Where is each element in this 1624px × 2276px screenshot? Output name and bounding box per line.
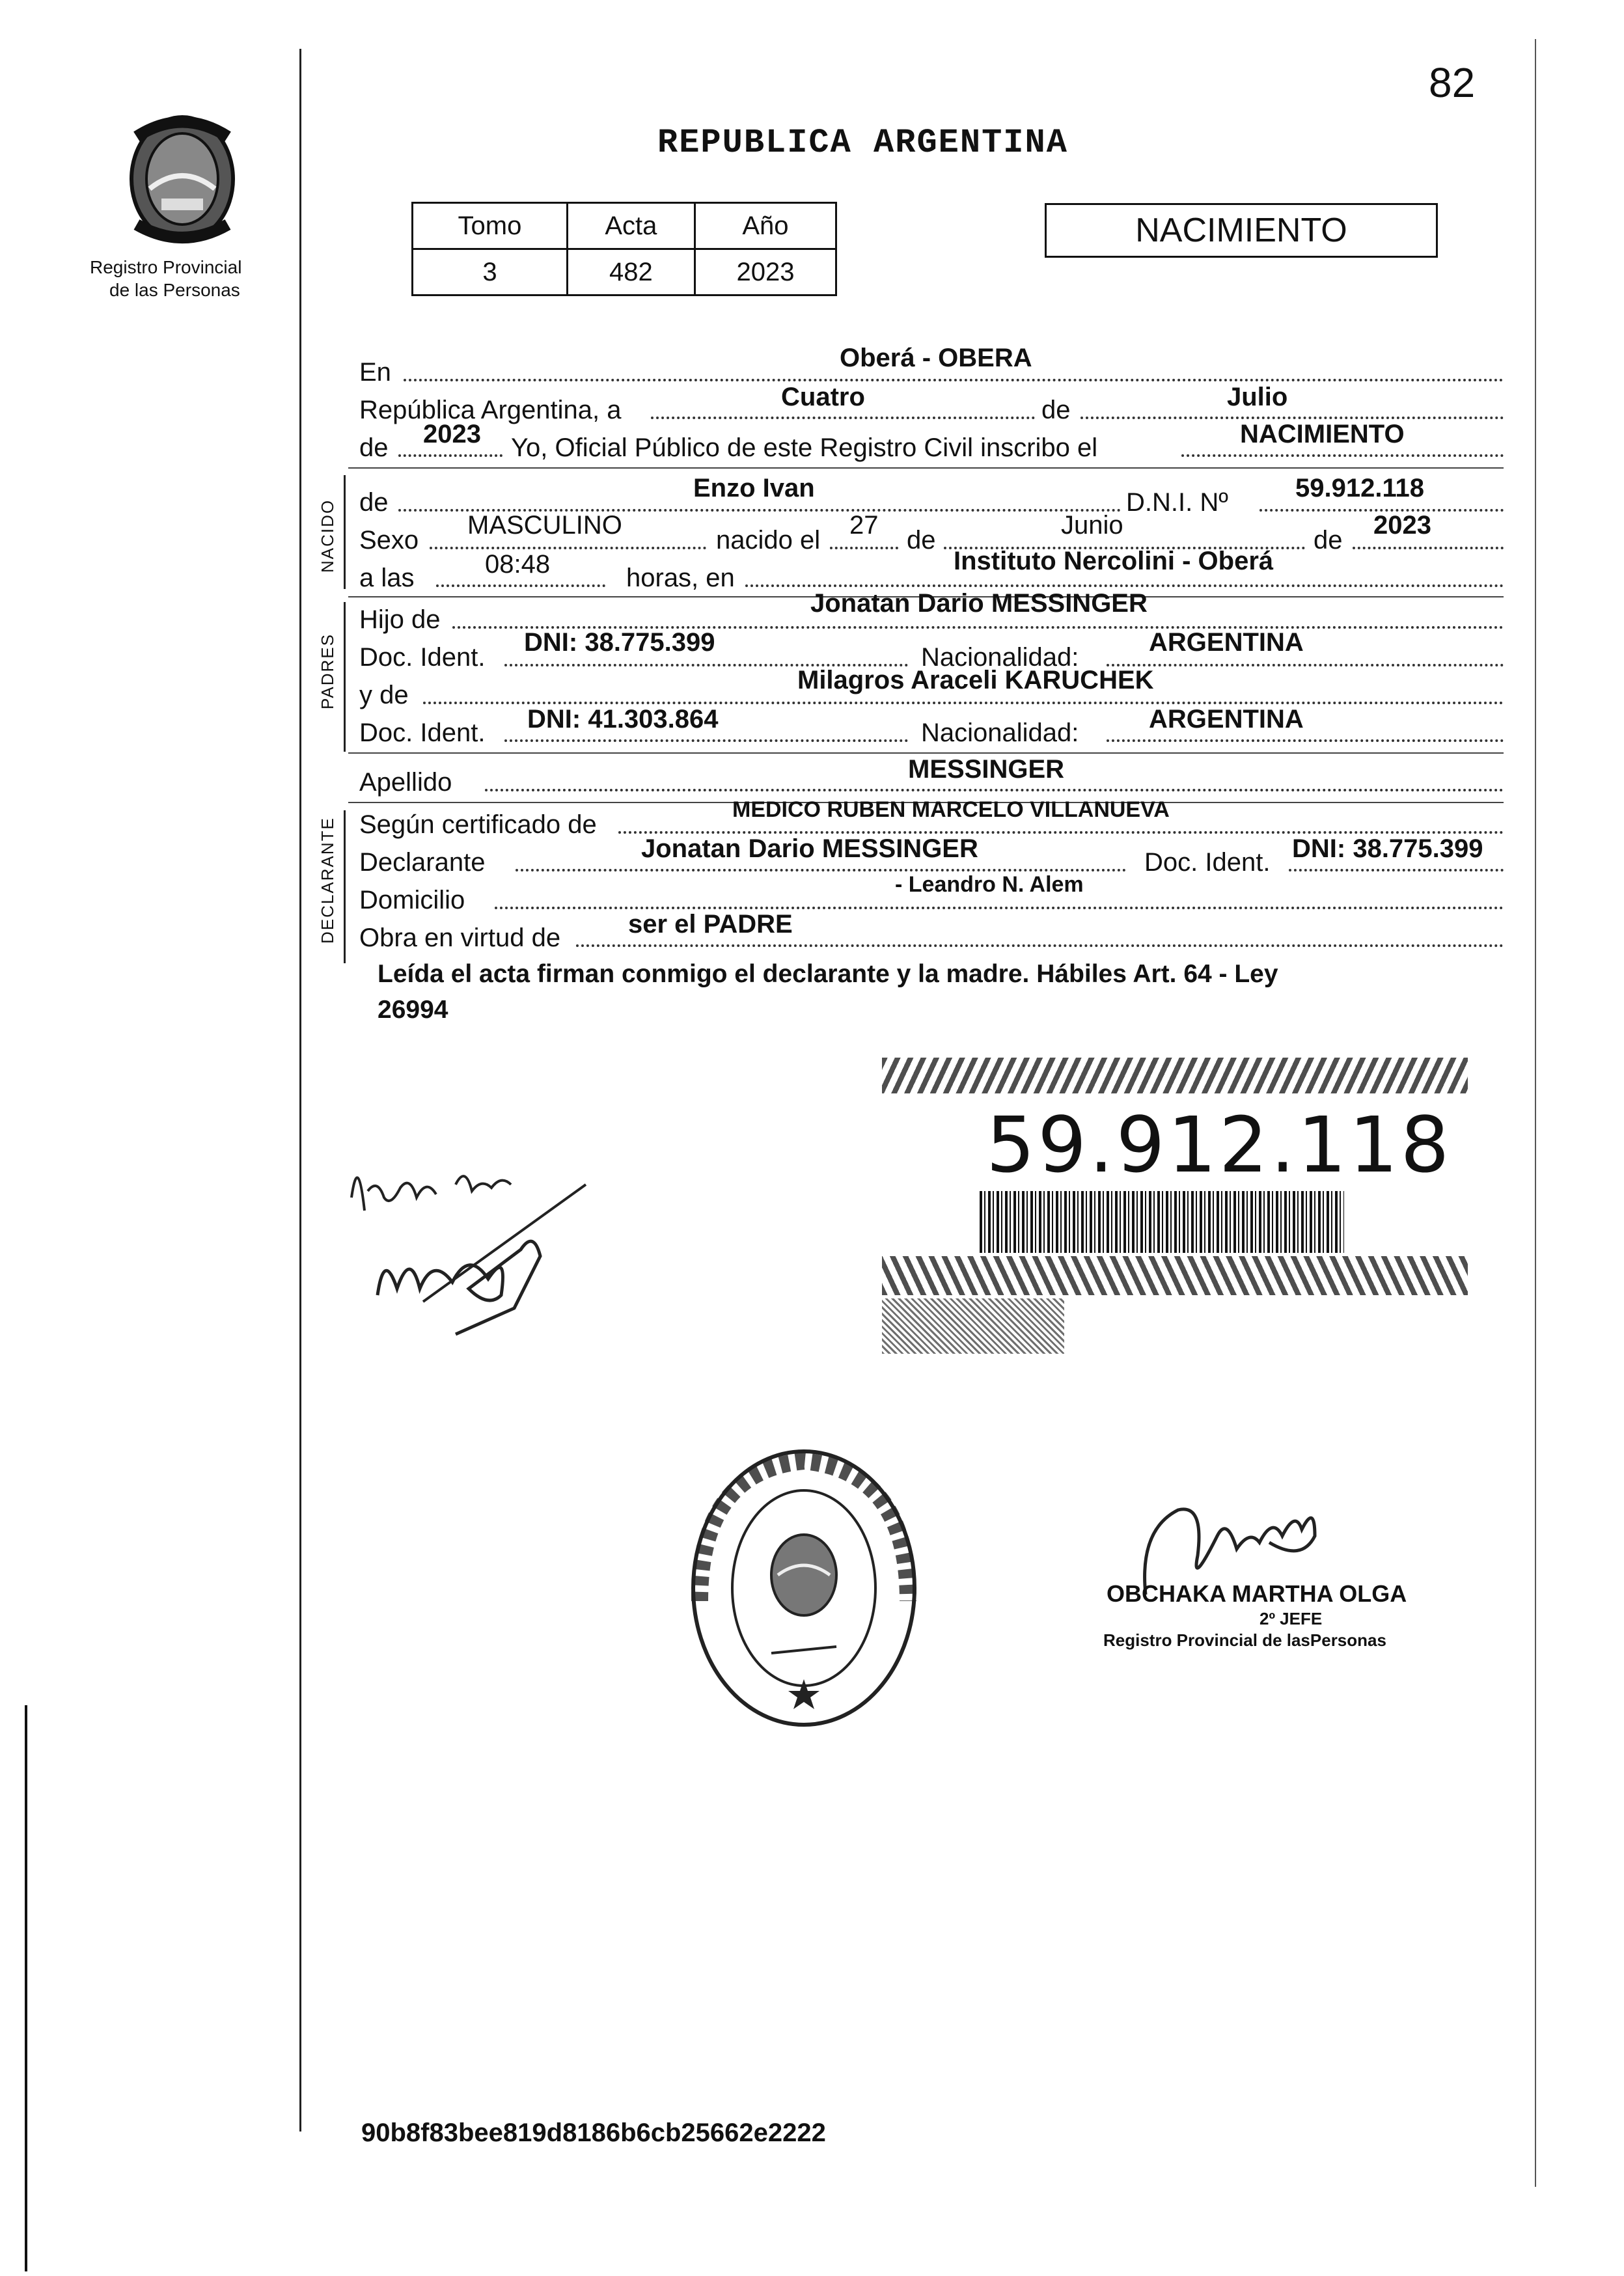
dotted-line [1289,869,1504,871]
child-dni: 59.912.118 [1295,474,1424,502]
declarante-label: Declarante [359,848,486,877]
dotted-line [1107,739,1504,742]
father-nat-label: Nacionalidad: [921,643,1079,672]
month-value: Julio [1227,383,1288,411]
table-header-tomo: Tomo [413,203,568,249]
sticker-pattern-top [882,1058,1468,1093]
declarante-doc: DNI: 38.775.399 [1292,834,1483,863]
mother-nat-label: Nacionalidad: [921,719,1079,747]
signature-icon [338,1139,625,1354]
barcode-icon [980,1191,1344,1253]
cert-label: Según certificado de [359,810,597,839]
horas-en-label: horas, en [626,564,735,592]
dotted-line [651,417,1035,419]
officer-role: 2º JEFE [1259,1609,1323,1628]
birth-place: Instituto Nercolini - Oberá [954,547,1274,575]
seal-icon [687,1445,921,1731]
page-title: REPUBLICA ARGENTINA [657,124,1068,162]
dotted-line [495,907,1504,909]
left-margin-line [299,49,301,2132]
mother-doc: DNI: 41.303.864 [527,705,719,734]
de-label-year: de [359,433,389,462]
dotted-line [436,584,605,587]
dotted-line [516,869,1126,871]
sexo-value: MASCULINO [467,511,622,540]
record-table [411,202,837,296]
dotted-line [1181,454,1504,457]
obra-value: ser el PADRE [628,910,793,939]
place-value: Oberá - OBERA [840,344,1032,372]
dotted-line [1107,664,1504,666]
birth-de-label: de [907,526,936,555]
birth-de-label-2: de [1314,526,1343,555]
birth-time: 08:48 [485,550,551,579]
declarante-name: Jonatan Dario MESSINGER [641,834,978,863]
dni-sticker [882,1048,1468,1354]
table-value-ano: 2023 [695,249,836,295]
dotted-line [745,584,1504,587]
birth-year: 2023 [1373,511,1431,540]
province-logo [111,111,254,251]
right-margin-line [1535,39,1536,2187]
dotted-line [830,547,898,549]
bottom-left-mark [25,1705,27,2271]
obra-label: Obra en virtud de [359,924,561,952]
mother-nationality: ARGENTINA [1149,705,1304,734]
y-de-label: y de [359,681,409,709]
declarante-doc-label: Doc. Ident. [1144,848,1271,877]
table-header-ano: Año [695,203,836,249]
registry-label-1: Registro Provincial [90,257,242,277]
sticker-number: 59.912.118 [986,1100,1452,1190]
legal-text-line2: 26994 [378,996,448,1024]
table-value-acta: 482 [567,249,695,295]
nacido-el-label: nacido el [716,526,821,555]
record-type-box [1045,203,1438,258]
nacido-section-label: NACIDO [318,499,337,573]
document-hash: 90b8f83bee819d8186b6cb25662e2222 [361,2118,826,2147]
table-value-tomo: 3 [413,249,568,295]
republica-label: República Argentina, a [359,396,622,424]
legal-text-line1: Leída el acta firman conmigo el declarante y la madre. Hábiles Art. 64 - Ley [378,960,1278,988]
event-value: NACIMIENTO [1240,420,1405,448]
declarant-signature [338,1139,625,1354]
padres-bracket [344,602,346,752]
nacido-de-label: de [359,488,389,517]
dotted-line [1080,417,1504,419]
dni-label: D.N.I. Nº [1126,488,1228,517]
divider [348,467,1504,469]
a-las-label: a las [359,564,415,592]
padres-section-label: PADRES [318,633,337,709]
domicilio-value: - Leandro N. Alem [895,872,1084,897]
apellido-label: Apellido [359,768,452,797]
declarante-bracket [344,810,346,963]
father-name: Jonatan Dario MESSINGER [810,589,1148,618]
year-value: 2023 [423,420,481,448]
father-doc-label: Doc. Ident. [359,643,486,672]
en-label: En [359,358,391,387]
dotted-line [398,454,502,457]
page-number: 82 [1429,59,1476,106]
officer-office: Registro Provincial de lasPersonas [1103,1630,1386,1650]
dotted-line [485,789,1504,791]
apellido-value: MESSINGER [908,755,1065,784]
dotted-line [404,379,1504,381]
father-doc: DNI: 38.775.399 [524,628,715,657]
dotted-line [618,831,1504,834]
table-header-acta: Acta [567,203,695,249]
sexo-label: Sexo [359,526,419,555]
domicilio-label: Domicilio [359,886,465,914]
mother-name: Milagros Araceli KARUCHEK [797,666,1154,694]
de-label: de [1041,396,1071,424]
inscribo-text: Yo, Oficial Público de este Registro Civil inscribo el [511,433,1098,462]
registry-label-2: de las Personas [109,280,240,300]
mother-doc-label: Doc. Ident. [359,719,486,747]
dotted-line [423,702,1504,704]
father-nationality: ARGENTINA [1149,628,1304,657]
official-seal [687,1445,921,1731]
dotted-line [504,739,908,742]
sticker-hologram [882,1298,1064,1354]
cert-value: MEDICO RUBEN MARCELO VILLANUEVA [732,797,1170,822]
sticker-pattern-bottom [882,1256,1468,1295]
coat-of-arms-icon [111,111,254,251]
divider [348,752,1504,754]
day-value: Cuatro [781,383,865,411]
nacido-bracket [344,475,346,589]
dotted-line [1353,547,1504,549]
birth-month: Junio [1061,511,1123,540]
officer-name: OBCHAKA MARTHA OLGA [1107,1580,1407,1607]
dotted-line [576,944,1504,947]
birth-day: 27 [849,511,879,540]
dotted-line [430,547,706,549]
child-name: Enzo Ivan [693,474,815,502]
declarante-section-label: DECLARANTE [318,817,337,944]
hijo-de-label: Hijo de [359,605,441,634]
record-type: NACIMIENTO [1135,212,1347,249]
